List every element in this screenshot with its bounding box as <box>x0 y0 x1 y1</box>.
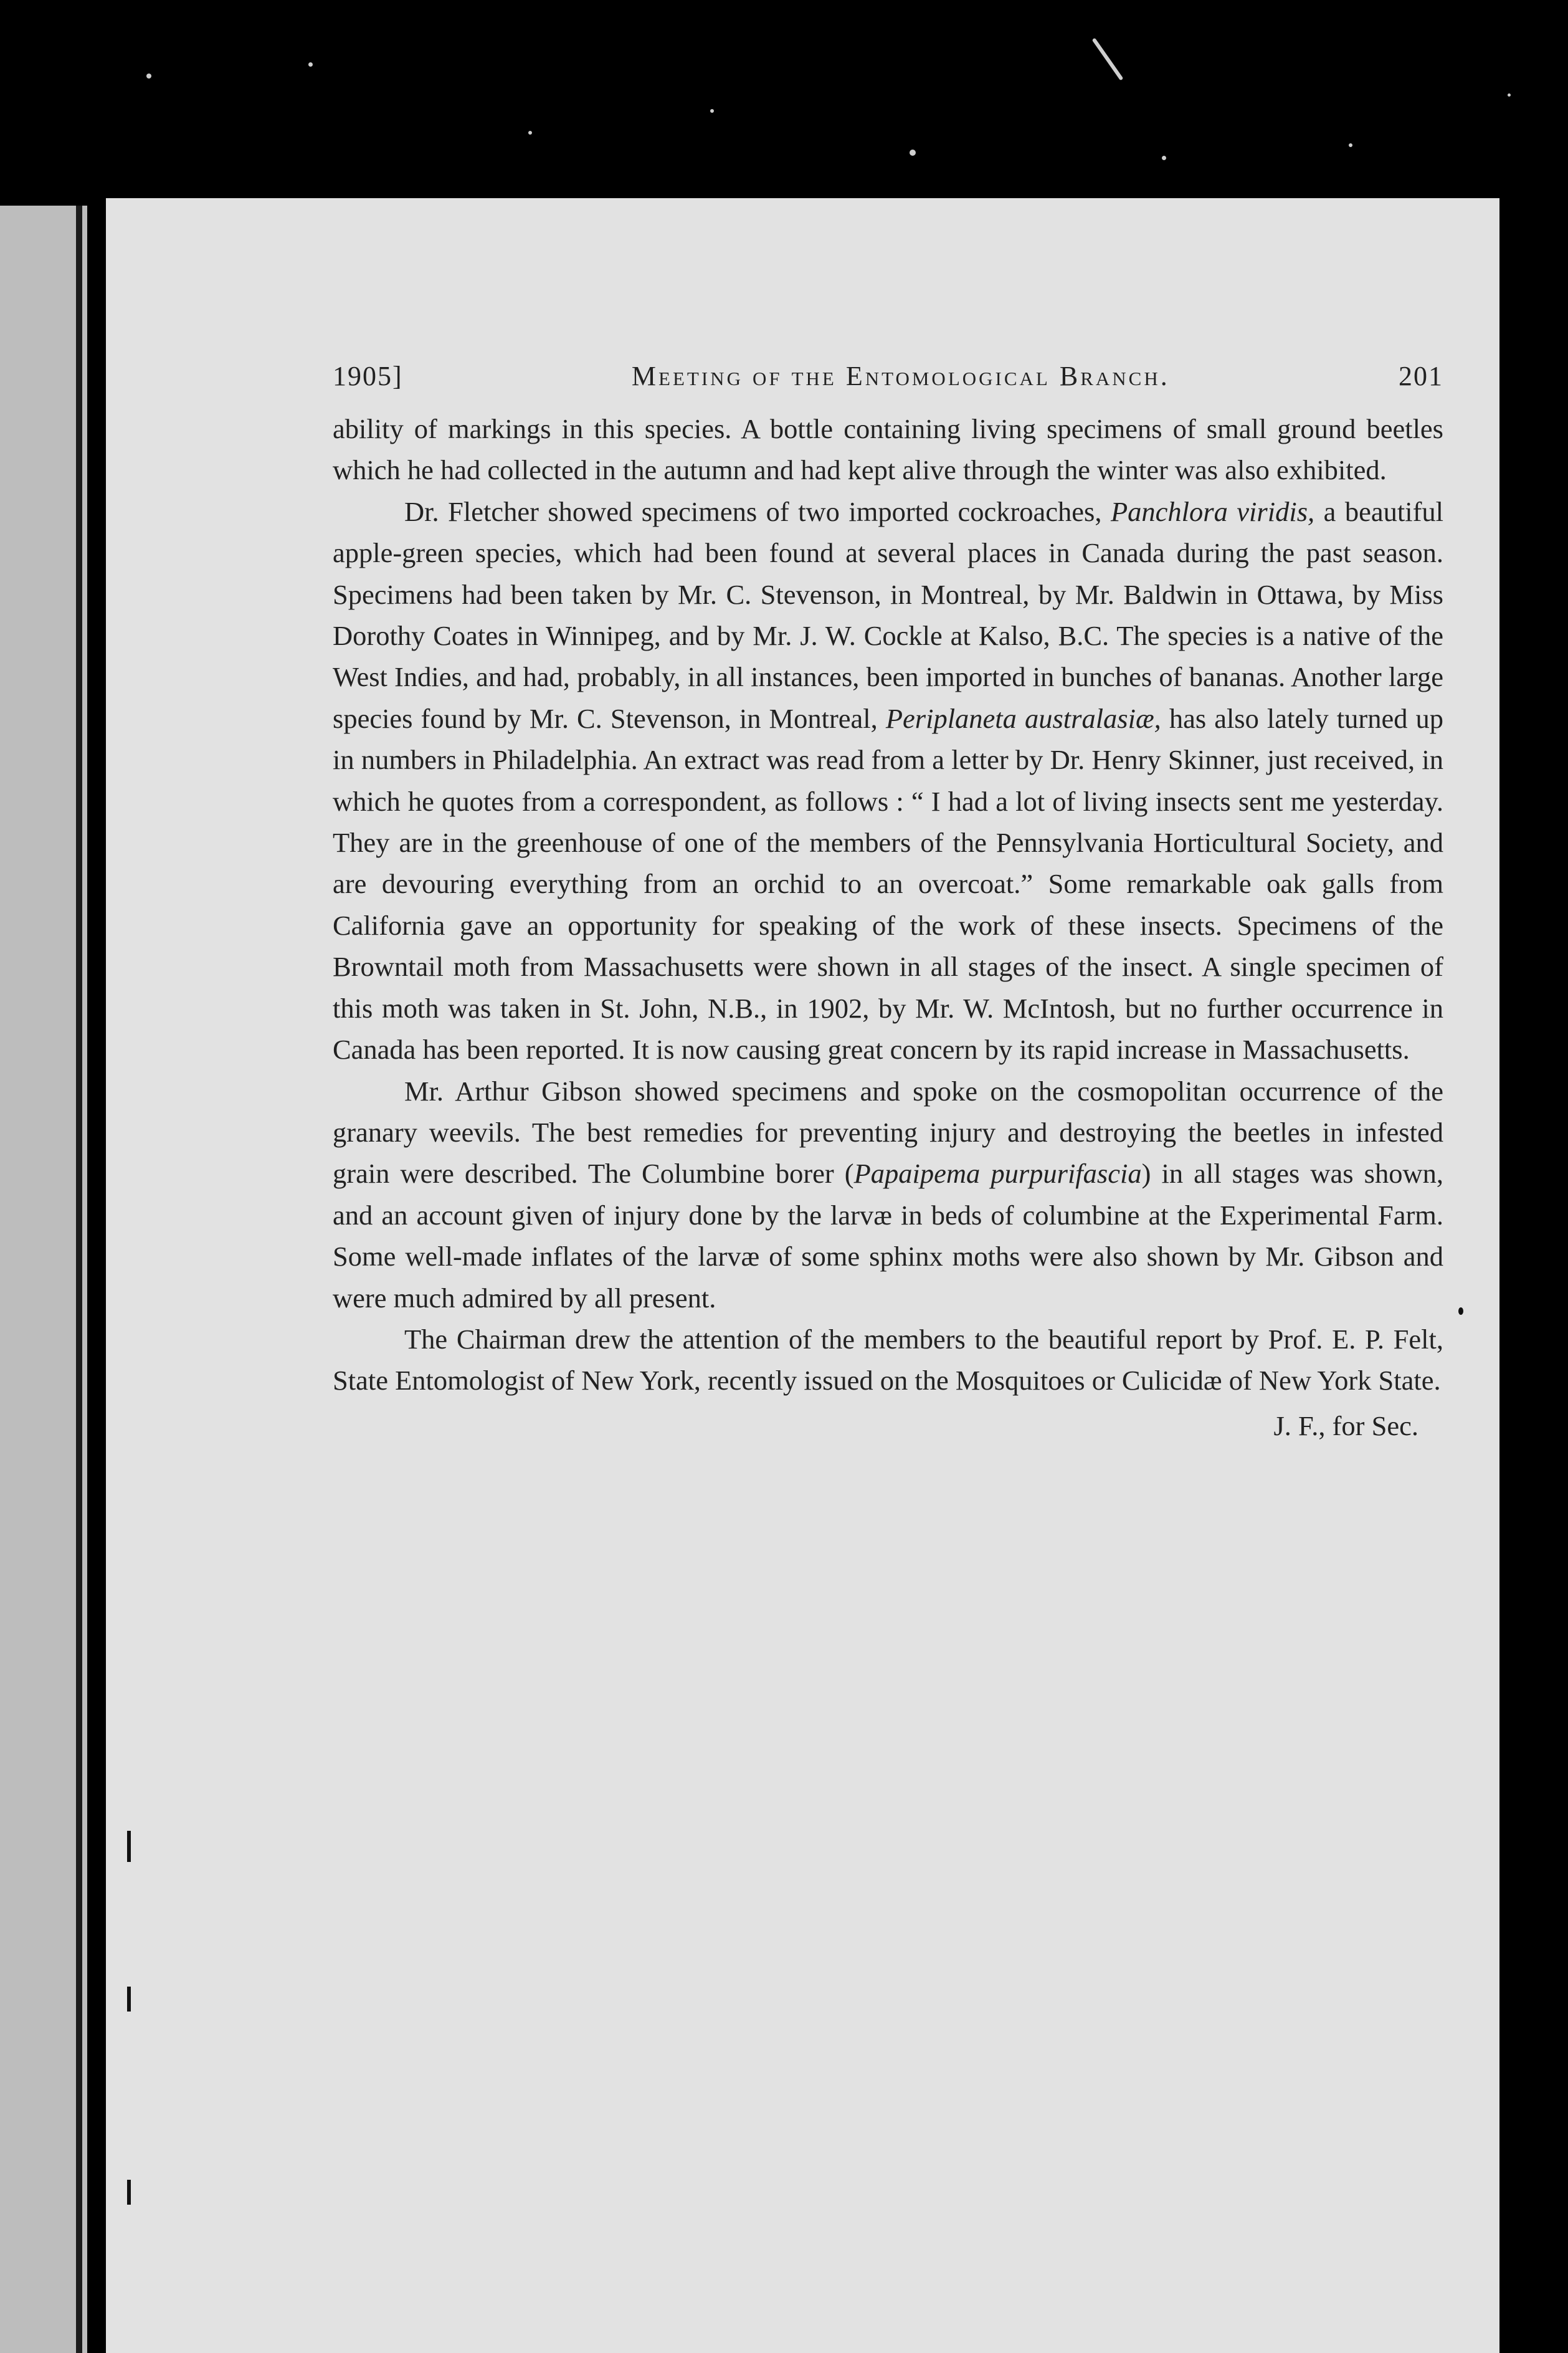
running-head <box>333 360 1443 392</box>
margin-mark <box>127 1987 131 2012</box>
margin-mark <box>127 1831 131 1862</box>
header-year: 1905] <box>333 361 403 391</box>
text-run: Dr. Fletcher showed specimens of two imported cockroaches, <box>404 495 1111 527</box>
italic-taxon: Periplaneta australasiæ, <box>885 702 1161 734</box>
scan-speck <box>710 109 714 113</box>
scan-speck <box>528 131 532 135</box>
paragraph <box>333 408 1443 491</box>
adjacent-page-edge <box>0 206 87 2353</box>
body-paragraphs <box>333 408 1443 1401</box>
page-number: 201 <box>1398 361 1443 391</box>
margin-mark <box>127 2180 131 2205</box>
italic-taxon: Papaipema purpurifascia <box>853 1158 1142 1190</box>
signature: J. F., for Sec. <box>1273 1410 1418 1441</box>
paragraph <box>333 1319 1443 1401</box>
margin-dot <box>1458 1307 1463 1315</box>
scan-speck <box>308 62 313 67</box>
scan-speck <box>1162 156 1166 160</box>
text-run: ability of markings in this species. A bottle containing living specimens of small ground beetles which he had collected in the autumn and had kept alive through the winter was also exhibited. <box>333 413 1443 486</box>
text-run: Mr. Arthur Gibson showed specimens and spoke on the cosmopolitan occurrence of the granary weevils. The best remedies for preventing injury and destroying the beetles in infested grain were described. The Columbine borer ( <box>333 1075 1443 1190</box>
paragraph <box>333 1071 1443 1319</box>
header-title: Meeting of the Entomological Branch. <box>631 361 1170 391</box>
scan-speck <box>1508 93 1511 97</box>
scan-scratch <box>1092 38 1124 81</box>
text-run: The Chairman drew the attention of the members to the beautiful report by Prof. E. P. Felt, State Entomologist of New York, recently issued on the Mosquitoes or Culicidæ of New York State. <box>333 1323 1443 1396</box>
page-gutter-shadow <box>76 206 82 2353</box>
paragraph <box>333 491 1443 1071</box>
text-run: has also lately turned up in numbers in Philadelphia. An extract was read from a letter by Dr. Henry Skinner, just received, in which he quotes from a correspondent, as follows : “ I had a lot of living insects sent me yesterday. They are in the greenhouse of one of the members of the Pennsylvania Horticultural Society, and are devouring everything from an orchid to an overcoat.” Some remarkable oak galls from California gave an opportunity for speaking of the work of these insects. Specimens of the Browntail moth from Massachusetts were shown in all stages of the insect. A single specimen of this moth was taken in St. John, N.B., in 1902, by Mr. W. McIntosh, but no further occurrence in Canada has been reported. It is now causing great concern by its rapid increase in Massachusetts. <box>333 702 1443 1066</box>
scan-speck <box>910 150 916 156</box>
italic-taxon: Panchlora viridis, <box>1110 495 1315 527</box>
scanned-page <box>106 198 1499 2353</box>
scan-speck <box>1349 143 1352 147</box>
text-run: a beautiful apple-green species, which had been found at several places in Canada during the past season. Specimens had been taken by Mr. C. Stevenson, in Montreal, by Mr. Baldwin in Ottawa, by Miss Dorothy Coates in Winnipeg, and by Mr. J. W. Cockle at Kalso, B.C. The species is a native of the West Indies, and had, probably, in all instances, been imported in bunches of bananas. Another large species found by Mr. C. Stevenson, in Montreal, <box>333 495 1443 734</box>
page-text <box>333 360 1443 1446</box>
text-run: ) in all stages was shown, and an account given of injury done by the larvæ in beds of columbine at the Experimental Farm. Some well-made inflates of the larvæ of some sphinx moths were also shown by Mr. Gibson and were much admired by all present. <box>333 1158 1443 1314</box>
scan-speck <box>146 74 151 79</box>
